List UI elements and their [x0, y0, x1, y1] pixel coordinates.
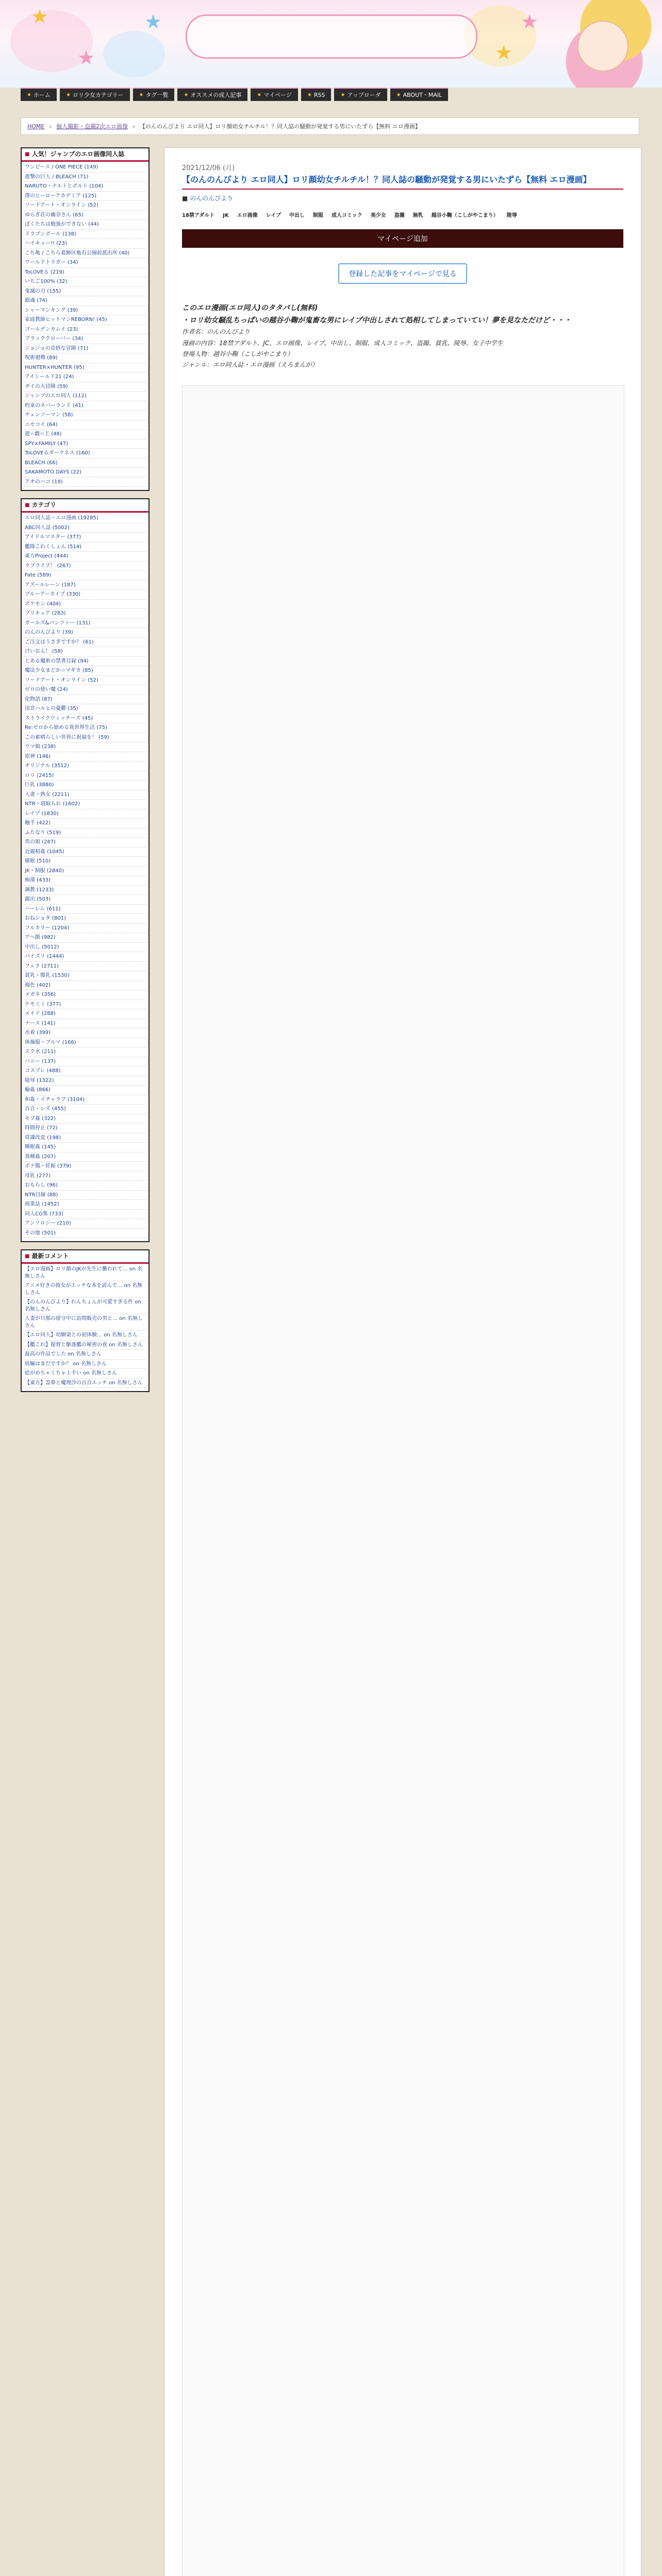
sidebar-category-item[interactable]: おねショタ (801): [24, 914, 146, 924]
sidebar-jump-item[interactable]: ソードアート・オンライン (52): [24, 201, 146, 211]
sidebar-category-item[interactable]: この素晴らしい世界に祝福を！ (59): [24, 733, 146, 743]
sidebar-jump-item[interactable]: BLEACH (66): [24, 459, 146, 468]
nav-label: タグ一覧: [145, 92, 169, 98]
sidebar-jump-item[interactable]: ダイの大冒険 (59): [24, 382, 146, 392]
sidebar-comment-item[interactable]: 【エロ同人】幼馴染との初体験… on 名無しさん: [24, 1331, 146, 1341]
square-icon: ■: [25, 1253, 30, 1259]
sidebar-category-item[interactable]: ソードアート・オンライン (52): [24, 676, 146, 686]
sidebar-category-item[interactable]: ご注文はうさぎですか？ (61): [24, 638, 146, 648]
sidebar-category-item[interactable]: JK・制服 (2840): [24, 867, 146, 876]
sidebar-category-item[interactable]: モブ姦 (322): [24, 1114, 146, 1124]
nav-category[interactable]: [60, 88, 130, 101]
sidebar-jump-list: [22, 162, 148, 490]
star-decoration-icon: ★: [144, 10, 162, 33]
sidebar-jump-item[interactable]: アイシールド21 (24): [24, 372, 146, 382]
sidebar-category-item[interactable]: 原神 (146): [24, 752, 146, 762]
breadcrumb: [21, 117, 639, 135]
nav-tags[interactable]: [133, 88, 175, 101]
star-icon: ★: [184, 92, 189, 98]
sidebar-category-item[interactable]: メイド (288): [24, 1009, 146, 1019]
sidebar-category-item[interactable]: バニー (137): [24, 1057, 146, 1067]
breadcrumb-separator: »: [48, 123, 53, 130]
sidebar-category-item[interactable]: 常識改変 (198): [24, 1133, 146, 1143]
view-mypage-button[interactable]: 登録した記事をマイページで見る: [338, 263, 467, 284]
sidebar-category-item[interactable]: ガールズ&パンツァー (131): [24, 619, 146, 629]
star-icon: ★: [396, 92, 401, 98]
sidebar-category-item[interactable]: ポケモン (404): [24, 600, 146, 609]
breadcrumb-separator: »: [132, 123, 136, 130]
breadcrumb-category[interactable]: 個人撮影・盗撮2次エロ画像: [56, 123, 128, 130]
sidebar-jump-item[interactable]: 約束のネバーランド (41): [24, 401, 146, 411]
post-meta: [182, 194, 623, 202]
sidebar-jump-item[interactable]: 銀魂 (74): [24, 296, 146, 306]
nav-rss[interactable]: [301, 88, 332, 101]
sidebar-category-item[interactable]: ハーレム (611): [24, 905, 146, 914]
nav-label: マイページ: [263, 92, 292, 98]
sidebar-comment-item[interactable]: 人妻が旦那の留守中に訪問販売の男と… on 名無しさん: [24, 1314, 146, 1331]
tag-link[interactable]: 無乳: [412, 212, 423, 218]
sidebar-jump-item[interactable]: ブラッククローバー (34): [24, 334, 146, 344]
sidebar-category-box: [21, 498, 150, 1242]
sidebar-category-item[interactable]: 催眠 (510): [24, 857, 146, 867]
sidebar-jump-item[interactable]: 僕のヒーローアカデミア (125): [24, 192, 146, 201]
sidebar-jump-item[interactable]: 呪術廻戦 (89): [24, 353, 146, 363]
nav-home[interactable]: [21, 88, 57, 101]
sidebar-comment-item[interactable]: 【東方】霊夢と魔理沙の百合エッチ on 名無しさん: [24, 1379, 146, 1388]
sidebar-category-item[interactable]: 体操服・ブルマ (166): [24, 1038, 146, 1048]
sidebar-category-item[interactable]: ストライクウィッチーズ (45): [24, 714, 146, 724]
synopsis-content: 漫画の内容：18禁アダルト、JC、エロ画像、レイプ、中出し、制服、成人コミック、盗撮、貧乳、陵辱、女子中学生: [182, 339, 503, 347]
nav-uploader[interactable]: [334, 88, 387, 101]
sidebar-jump-item[interactable]: ゴールデンカムイ (23): [24, 325, 146, 335]
sidebar-jump-item[interactable]: こち亀 / こちら葛飾区亀有公園前派出所 (40): [24, 249, 146, 259]
sidebar-category-item[interactable]: 異種姦 (207): [24, 1153, 146, 1162]
sidebar-box-title: [22, 148, 148, 162]
nav-about[interactable]: [390, 88, 449, 101]
sidebar-jump-box: [21, 147, 150, 491]
sidebar-category-item[interactable]: 母乳 (277): [24, 1172, 146, 1181]
sidebar-category-item[interactable]: 水着 (399): [24, 1028, 146, 1038]
sidebar-jump-item[interactable]: SPY×FAMILY (47): [24, 439, 146, 449]
nav-label: オススメの成人記事: [190, 92, 242, 98]
star-icon: ★: [27, 92, 31, 98]
sidebar-jump-item[interactable]: ハイキュー!! (23): [24, 239, 146, 249]
nav-mypage[interactable]: [251, 88, 298, 101]
tag-link[interactable]: 18禁アダルト: [182, 212, 215, 218]
sidebar-category-item[interactable]: NTR目線 (88): [24, 1191, 146, 1200]
sidebar-jump-item[interactable]: ゆらぎ荘の幽奈さん (65): [24, 211, 146, 221]
sidebar-category-item[interactable]: 巨乳 (3880): [24, 781, 146, 790]
sidebar-jump-item[interactable]: ワンピース / ONE PIECE (149): [24, 163, 146, 173]
sidebar-box-title: [22, 499, 148, 513]
header-character-face: [577, 21, 628, 72]
tag-link[interactable]: レイプ: [266, 212, 281, 218]
tag-link[interactable]: エロ画像: [237, 212, 258, 218]
post-body-area: [182, 385, 624, 2576]
star-decoration-icon: ★: [495, 41, 513, 64]
square-icon: ■: [25, 151, 30, 157]
sidebar-category-item[interactable]: NTR・寝取られ (1602): [24, 800, 146, 809]
synopsis-characters: 登場人物：越谷小鞠（こしがやこまり）: [182, 350, 294, 358]
sidebar-category-item[interactable]: ロリ (2415): [24, 771, 146, 781]
sidebar-category-item[interactable]: アイドルマスター (377): [24, 533, 146, 543]
sidebar-jump-item[interactable]: ニセコイ (64): [24, 420, 146, 430]
sidebar-category-item[interactable]: のんのんびより (39): [24, 628, 146, 638]
sidebar-category-item[interactable]: その他 (501): [24, 1229, 146, 1239]
sidebar-jump-item[interactable]: ワールドトリガー (34): [24, 258, 146, 268]
sidebar-category-item[interactable]: 和姦・イチャラブ (3104): [24, 1095, 146, 1105]
sidebar-category-item[interactable]: 時間停止 (72): [24, 1124, 146, 1133]
sidebar-category-item[interactable]: 睡眠姦 (145): [24, 1143, 146, 1153]
tag-link[interactable]: 盗撮: [394, 212, 405, 218]
sidebar-category-item[interactable]: ふたなり (519): [24, 828, 146, 838]
post-synopsis: [182, 302, 623, 370]
sidebar-category-item[interactable]: ナース (141): [24, 1019, 146, 1029]
nav-label: アップローダ: [347, 92, 381, 98]
sidebar-jump-item[interactable]: 家庭教師ヒットマンREBORN! (45): [24, 315, 146, 325]
breadcrumb-current: 【のんのんびより エロ同人】ロリ顔幼女チルチル！？同人誌の騒動が発覚する男にいたずら【無料 エロ漫画】: [139, 123, 421, 130]
sidebar-jump-item[interactable]: アオのハコ (19): [24, 478, 146, 487]
sidebar-category-item[interactable]: アズールレーン (187): [24, 581, 146, 590]
sidebar-category-item[interactable]: アンソロジー (210): [24, 1219, 146, 1229]
main-content: [164, 147, 641, 2576]
synopsis-genre: ジャンル：エロ同人誌・エロ漫画（えろまんが）: [182, 361, 318, 368]
nav-label: ホーム: [33, 92, 51, 98]
sidebar-comment-item[interactable]: 最高の作品でした on 名無しさん: [24, 1350, 146, 1360]
site-logo[interactable]: [186, 14, 477, 59]
sidebar-comment-item[interactable]: 【エロ漫画】ロリ顔のJKが先生に襲われて… on 名無しさん: [24, 1265, 146, 1281]
sidebar-category-item[interactable]: 輪姦 (866): [24, 1086, 146, 1095]
sidebar-category-item[interactable]: 調教 (1233): [24, 886, 146, 895]
sidebar-box-title: [22, 1250, 148, 1264]
sidebar-category-item[interactable]: ゼロの使い魔 (24): [24, 685, 146, 695]
sidebar-category-item[interactable]: Fate (589): [24, 571, 146, 581]
synopsis-line: ・ロリ幼女騒乱ちっぱいの越谷小鞠が鬼畜な男にレイプ中出しされて処相してしまっていてい！夢を見なただけど・・・: [182, 316, 571, 325]
star-icon: ★: [340, 92, 345, 98]
sidebar-category-item[interactable]: ラブライブ！ (267): [24, 562, 146, 571]
sidebar-category-item[interactable]: 褐色 (402): [24, 981, 146, 991]
sidebar-category-item[interactable]: 同人CG集 (733): [24, 1210, 146, 1219]
sidebar-jump-item[interactable]: 鬼滅の刃 (155): [24, 287, 146, 297]
sidebar-jump-item[interactable]: ドラゴンボール (138): [24, 230, 146, 240]
tag-link[interactable]: 美少女: [370, 212, 386, 218]
star-decoration-icon: ★: [521, 10, 539, 33]
tag-link[interactable]: 越谷小鞠（こしがやこまり）: [431, 212, 499, 218]
sidebar-category-item[interactable]: オリジナル (3512): [24, 761, 146, 771]
sidebar-category-item[interactable]: メガネ (356): [24, 990, 146, 1000]
mypage-add-bar[interactable]: マイページ追加: [182, 229, 623, 248]
sidebar-category-item[interactable]: 中出し (5012): [24, 943, 146, 953]
sidebar-category-item[interactable]: おもらし (96): [24, 1181, 146, 1191]
nav-label: ABOUT・MAIL: [403, 92, 442, 98]
sidebar-category-item[interactable]: とある魔術の禁書目録 (94): [24, 657, 146, 667]
sidebar-comment-item[interactable]: 続編はまだですか？ on 名無しさん: [24, 1360, 146, 1369]
sidebar-category-item[interactable]: 涼宮ハルヒの憂鬱 (35): [24, 704, 146, 714]
sidebar-category-item[interactable]: スク水 (211): [24, 1047, 146, 1057]
sidebar-box-title-text: 人気！ジャンプのエロ画像同人誌: [31, 150, 125, 158]
sidebar-comment-item[interactable]: 【のんのんびより】れんちょんが可愛すぎる件 on 名無しさん: [24, 1298, 146, 1314]
sidebar: [21, 147, 150, 1399]
sidebar-category-item[interactable]: ウマ娘 (238): [24, 742, 146, 752]
nav-label: RSS: [313, 91, 325, 98]
nav-label: ロリ少女カテゴリー: [72, 92, 124, 98]
sidebar-comment-list: [22, 1264, 148, 1391]
star-decoration-icon: ★: [31, 5, 49, 28]
sidebar-category-item[interactable]: エロ同人誌・エロ漫画 (19285): [24, 514, 146, 523]
sidebar-jump-item[interactable]: チェンソーマン (58): [24, 411, 146, 420]
sidebar-jump-item[interactable]: 遊☆戯☆王 (48): [24, 430, 146, 439]
register-button-wrap: [182, 263, 623, 284]
star-icon: ★: [257, 92, 262, 98]
star-icon: ★: [139, 92, 144, 98]
post-title[interactable]: 【のんのんびより エロ同人】ロリ顔幼女チルチル！？同人誌の騒動が発覚する男にいたずら【無料 エロ漫画】: [182, 174, 623, 190]
sidebar-category-item[interactable]: アヘ顔 (982): [24, 933, 146, 943]
nav-recommend[interactable]: [177, 88, 247, 101]
sidebar-category-item[interactable]: 近親相姦 (1045): [24, 848, 146, 857]
sidebar-category-item[interactable]: 触手 (422): [24, 819, 146, 828]
sidebar-category-item[interactable]: 痴漢 (433): [24, 876, 146, 886]
sidebar-category-item[interactable]: プリキュア (283): [24, 609, 146, 619]
sidebar-comment-item[interactable]: 【艦これ】提督と駆逐艦の秘密の夜 on 名無しさん: [24, 1341, 146, 1350]
synopsis-lead: このエロ漫画(エロ同人)のタタパし(無料): [182, 303, 318, 312]
sidebar-category-item[interactable]: レイプ (1830): [24, 809, 146, 819]
sidebar-category-item[interactable]: ボテ腹・妊娠 (379): [24, 1162, 146, 1172]
post-category-link[interactable]: のんのんびより: [190, 194, 234, 202]
sidebar-category-item[interactable]: フェラ (2711): [24, 962, 146, 972]
star-icon: ★: [307, 92, 312, 98]
sidebar-category-item[interactable]: コスプレ (488): [24, 1066, 146, 1076]
tag-list: [182, 211, 623, 221]
meta-bullet: ■: [182, 194, 188, 202]
sidebar-category-item[interactable]: 東方Project (444): [24, 552, 146, 562]
sidebar-category-item[interactable]: けいおん！ (58): [24, 647, 146, 657]
sidebar-category-item[interactable]: 百合・レズ (455): [24, 1105, 146, 1114]
tag-link[interactable]: 制服: [312, 212, 323, 218]
breadcrumb-home[interactable]: HOME: [27, 123, 45, 130]
tag-link[interactable]: 陵辱: [506, 212, 517, 218]
sidebar-box-title-text: カテゴリ: [31, 501, 56, 509]
sidebar-category-item[interactable]: ケモミミ (377): [24, 1000, 146, 1010]
sidebar-jump-item[interactable]: SAKAMOTO DAYS (22): [24, 468, 146, 478]
sidebar-category-list: [22, 513, 148, 1241]
global-nav: [21, 88, 516, 101]
sidebar-category-item[interactable]: 露出 (503): [24, 895, 146, 905]
sidebar-category-item[interactable]: 商業誌 (1452): [24, 1200, 146, 1210]
post-date: 2021/12/06 (月): [182, 164, 235, 172]
star-decoration-icon: ★: [77, 46, 95, 69]
sidebar-category-item[interactable]: 艦隊これくしょん (514): [24, 543, 146, 552]
sidebar-jump-item[interactable]: ぼくたちは勉強ができない (44): [24, 220, 146, 230]
sidebar-category-item[interactable]: Re:ゼロから始める異世界生活 (75): [24, 723, 146, 733]
sidebar-category-item[interactable]: ABC同人誌 (5002): [24, 523, 146, 533]
tag-link[interactable]: 成人コミック: [331, 212, 362, 218]
sidebar-category-item[interactable]: ブルーアーカイブ (330): [24, 590, 146, 600]
sidebar-comment-box: [21, 1249, 150, 1392]
tag-link[interactable]: JK: [223, 212, 229, 218]
sidebar-comment-item[interactable]: アニメ好きの彼女がエッチな本を読んで… on 名無しさん: [24, 1281, 146, 1298]
square-icon: ■: [25, 502, 30, 508]
sidebar-category-item[interactable]: フルカラー (1204): [24, 924, 146, 934]
sidebar-jump-item[interactable]: ToLOVEる (219): [24, 268, 146, 278]
sidebar-category-item[interactable]: 貧乳・微乳 (1530): [24, 971, 146, 981]
site-header: [0, 0, 662, 88]
sidebar-category-item[interactable]: 男の娘 (287): [24, 838, 146, 848]
tag-link[interactable]: 中出し: [289, 212, 305, 218]
sidebar-jump-item[interactable]: いちご100% (32): [24, 277, 146, 287]
sidebar-comment-item[interactable]: 絵がめちゃくちゃ上手い on 名無しさん: [24, 1369, 146, 1379]
sidebar-jump-item[interactable]: ジャンプのエロ同人 (112): [24, 392, 146, 401]
synopsis-author: 作者名：のんのんびより: [182, 328, 251, 336]
sidebar-jump-item[interactable]: HUNTER×HUNTER (95): [24, 363, 146, 373]
sidebar-jump-item[interactable]: ジョジョの奇妙な冒険 (71): [24, 344, 146, 354]
star-icon: ★: [65, 92, 71, 98]
sidebar-category-item[interactable]: 人妻・熟女 (2211): [24, 790, 146, 800]
sidebar-category-item[interactable]: パイズリ (1444): [24, 952, 146, 962]
sidebar-jump-item[interactable]: ToLOVEるダークネス (160): [24, 449, 146, 459]
sidebar-jump-item[interactable]: シャーマンキング (39): [24, 306, 146, 316]
sidebar-jump-item[interactable]: 進撃の巨人 / BLEACH (71): [24, 173, 146, 182]
sidebar-box-title-text: 最新コメント: [31, 1252, 69, 1260]
sidebar-jump-item[interactable]: NARUTO・ナルトとボルト (104): [24, 182, 146, 192]
sidebar-category-item[interactable]: 陵辱 (1322): [24, 1076, 146, 1086]
sidebar-category-item[interactable]: 化物語 (87): [24, 695, 146, 705]
sidebar-category-item[interactable]: 魔法少女まどか☆マギカ (85): [24, 666, 146, 676]
